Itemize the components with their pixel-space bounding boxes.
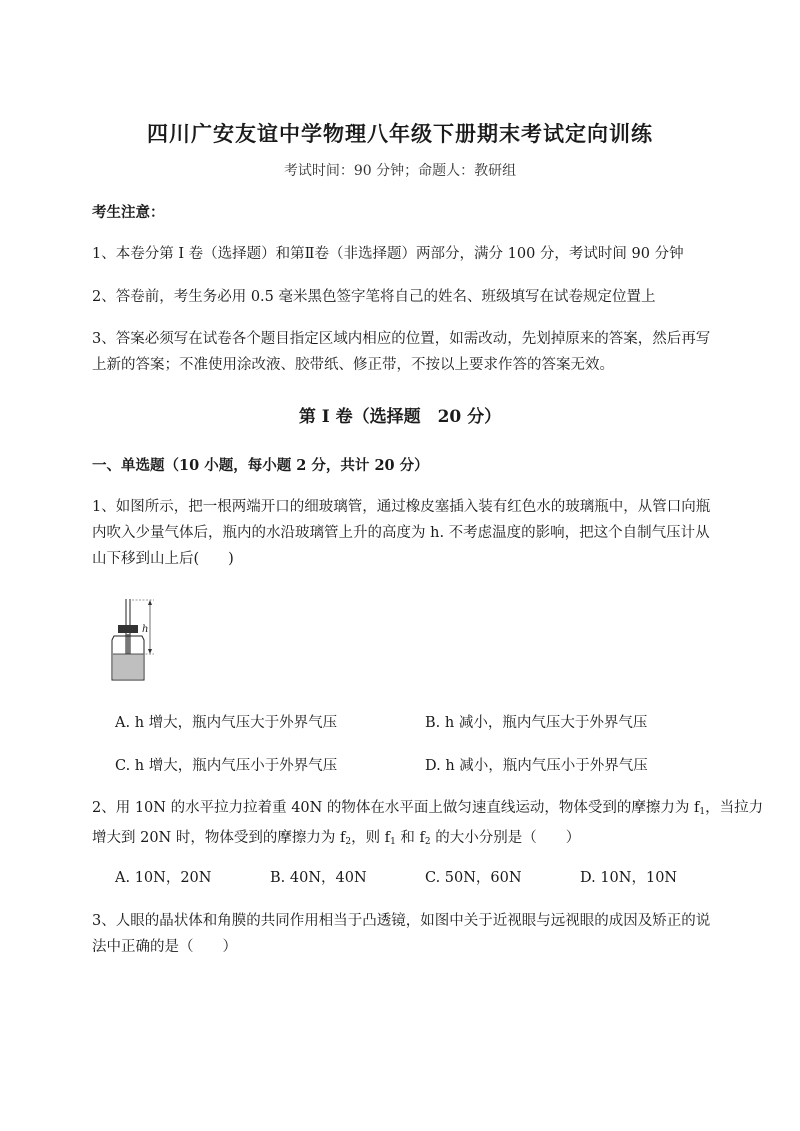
question-2-text: 2、用 10N 的水平拉力拉着重 40N 的物体在水平面上做匀速直线运动，物体受到的摩擦力为 $f_1$，当拉力 增大到 20N 时，物体受到的摩擦力为 $f_2$，则 $f_1$ 和 $f_2$ 的大小分别是（ ） — [92, 800, 764, 847]
notice-heading: 考生注意： — [92, 204, 165, 221]
barometer-figure — [104, 596, 164, 688]
q2-option-c: C. 50N，60N — [425, 870, 522, 886]
q1-option-b: B. h 减小，瓶内气压大于外界气压 — [425, 715, 648, 731]
notice-item-3: 3、答案必须写在试卷各个题目指定区域内相应的位置，如需改动，先划掉原来的答案，然后再写上新的答案；不准使用涂改液、胶带纸、修正带，不按以上要求作答的答案无效。 — [92, 331, 711, 373]
page-title: 四川广安友谊中学物理八年级下册期末考试定向训练 — [147, 121, 653, 146]
question-3-text: 3、人眼的晶状体和角膜的共同作用相当于凸透镜，如图中关于近视眼与远视眼的成因及矫正的说法中正确的是（ ） — [92, 913, 711, 955]
part-heading: 一、单选题（10 小题，每小题 2 分，共计 20 分） — [92, 457, 429, 474]
q1-option-d: D. h 减小，瓶内气压小于外界气压 — [425, 758, 648, 774]
q2-option-a: A. 10N，20N — [115, 870, 212, 886]
q1-option-c: C. h 增大，瓶内气压小于外界气压 — [115, 758, 338, 774]
q2-option-d: D. 10N，10N — [580, 870, 678, 886]
question-1-text: 1、如图所示，把一根两端开口的细玻璃管，通过橡皮塞插入装有红色水的玻璃瓶中，从管口向瓶内吹入少量气体后，瓶内的水沿玻璃管上升的高度为 h. 不考虑温度的影响，把这个自制气压计从山下移到山上后( ) — [92, 499, 711, 567]
figure-label-h: h — [142, 624, 149, 635]
q2-option-b: B. 40N，40N — [270, 870, 367, 886]
notice-item-1: 1、本卷分第 I 卷（选择题）和第Ⅱ卷（非选择题）两部分，满分 100 分，考试时间 90 分钟 — [92, 246, 684, 262]
q1-option-a: A. h 增大，瓶内气压大于外界气压 — [115, 715, 338, 731]
exam-info: 考试时间：90 分钟；命题人：教研组 — [283, 163, 517, 179]
notice-item-2: 2、答卷前，考生务必用 0.5 毫米黑色签字笔将自己的姓名、班级填写在试卷规定位置上 — [92, 289, 656, 305]
section-title: 第 I 卷（选择题 20 分） — [298, 407, 502, 427]
